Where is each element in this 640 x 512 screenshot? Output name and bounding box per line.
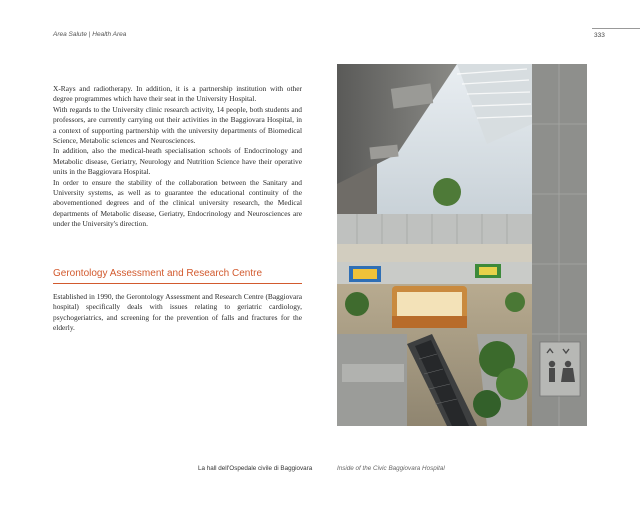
page-number: 333 [594, 32, 605, 39]
section-text [53, 292, 302, 334]
body-paragraph: With regards to the University clinic research activity, 14 people, both students and professors, are currently carrying out their activities in the Baggiovara Hospital, in a context of supporting partnership with the university departments of Biomedical Science, Metabolic sciences and Neurosciences. [53, 104, 302, 146]
body-text [53, 84, 302, 230]
body-paragraph: In addition, also the medical-heath specialisation schools of Endocrinology and Metabolic disease, Geriatry, Neurology and Nutrition Science have their operative units in the Baggiovara Hospital. [53, 146, 302, 177]
section-heading: Gerontology Assessment and Research Centre [53, 268, 302, 284]
section-paragraph: Established in 1990, the Gerontology Assessment and Research Centre (Baggiovara hospital) specifically deals with issues relating to geriatric cardiology, psychogeriatrics, and screening for the prevention of falls and fractures for the elderly. [53, 292, 302, 333]
body-paragraph: X-Rays and radiotherapy. In addition, it is a partnership institution with other degree programmes which have their seat in the University Hospital. [53, 84, 302, 104]
hospital-hall-photo [337, 64, 587, 426]
body-paragraph: In order to ensure the stability of the collaboration between the Sanitary and University systems, as well as to guarantee the educational continuity of the abovementioned degrees and of the clinical university research, the Medical departments of Metabolic disease, Geriatry, Endocrinology and Neurosciences are under the University's direction. [53, 177, 302, 229]
caption-english: Inside of the Civic Baggiovara Hospital [337, 465, 445, 472]
running-header: Area Salute | Health Area [53, 31, 127, 38]
header-rule [592, 28, 640, 29]
caption-italian: La hall dell'Ospedale civile di Baggiovara [198, 465, 313, 472]
